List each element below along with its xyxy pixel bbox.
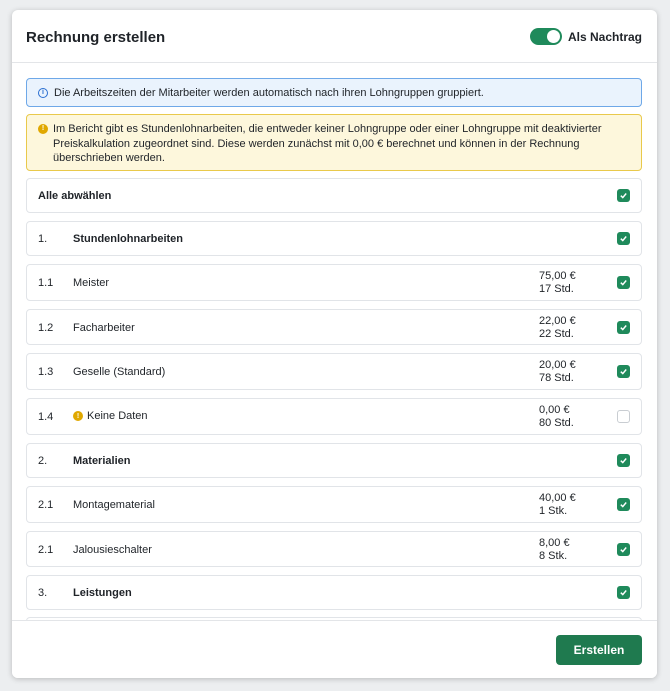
- row-label: Montagematerial: [73, 499, 155, 511]
- row-number: 1.1: [38, 277, 54, 289]
- row-label: Jalousieschalter: [73, 544, 152, 556]
- row-label: Stundenlohnarbeiten: [73, 233, 183, 245]
- select-all-row[interactable]: [26, 178, 642, 213]
- warning-icon: !: [73, 411, 83, 421]
- row-checkbox[interactable]: [617, 454, 630, 467]
- row-checkbox[interactable]: [617, 276, 630, 289]
- section-row[interactable]: [26, 221, 642, 256]
- row-label: Geselle (Standard): [73, 366, 166, 378]
- info-banner: [26, 78, 642, 107]
- row-checkbox[interactable]: [617, 365, 630, 378]
- row-label: Keine Daten: [87, 410, 148, 422]
- row-label: Meister: [73, 277, 110, 289]
- nachtrag-toggle-group[interactable]: [530, 28, 642, 45]
- row-checkbox[interactable]: [617, 232, 630, 245]
- info-text: Die Arbeitszeiten der Mitarbeiter werden automatisch nach ihren Lohngruppen gruppiert.: [54, 86, 484, 99]
- row-price: 20,00 €: [539, 359, 576, 371]
- item-row[interactable]: [26, 309, 642, 345]
- item-row[interactable]: [26, 531, 642, 567]
- warning-text: Im Bericht gibt es Stundenlohnarbeiten, die entweder keiner Lohngruppe oder einer Lohngruppe mit deaktivierter Preiskalkulation zugeordnet sind. Diese werden zunächst mit 0,00 € berechnet und können in der Rechnung überschrieben werden.: [53, 123, 602, 164]
- row-label: Materialien: [73, 455, 131, 467]
- warning-banner: [26, 114, 642, 171]
- item-row[interactable]: [26, 264, 642, 301]
- dialog-footer: [12, 620, 657, 678]
- row-checkbox[interactable]: [617, 498, 630, 511]
- row-price: 8,00 €: [539, 537, 570, 549]
- item-row[interactable]: [26, 353, 642, 390]
- row-label: Leistungen: [73, 587, 132, 599]
- row-amount: [539, 359, 576, 385]
- section-row[interactable]: [26, 575, 642, 610]
- row-price: 22,00 €: [539, 315, 576, 327]
- row-price: 75,00 €: [539, 270, 576, 282]
- row-label-group: [73, 410, 148, 422]
- row-quantity: 78 Std.: [539, 372, 574, 384]
- row-amount: [539, 315, 576, 341]
- row-number: 1.3: [38, 366, 54, 378]
- row-amount: [539, 270, 576, 296]
- nachtrag-toggle[interactable]: [530, 28, 562, 45]
- invoice-dialog: [12, 10, 657, 678]
- row-number: 1.4: [38, 411, 54, 423]
- select-all-label: Alle abwählen: [38, 190, 112, 202]
- dialog-title: Rechnung erstellen: [26, 29, 166, 46]
- row-number: 3.: [38, 587, 48, 599]
- row-price: 40,00 €: [539, 492, 576, 504]
- row-quantity: 1 Stk.: [539, 505, 568, 517]
- row-checkbox[interactable]: [617, 410, 630, 423]
- row-number: 2.: [38, 455, 48, 467]
- section-row[interactable]: [26, 443, 642, 478]
- row-quantity: 17 Std.: [539, 283, 574, 295]
- row-amount: [539, 537, 570, 563]
- row-price: 0,00 €: [539, 404, 570, 416]
- row-number: 1.2: [38, 322, 54, 334]
- select-all-checkbox[interactable]: [617, 189, 630, 202]
- info-icon: i: [38, 88, 48, 98]
- row-checkbox[interactable]: [617, 586, 630, 599]
- warning-icon: !: [38, 124, 48, 134]
- nachtrag-toggle-label[interactable]: Als Nachtrag: [567, 29, 642, 44]
- row-checkbox[interactable]: [617, 321, 630, 334]
- row-amount: [539, 492, 576, 518]
- toggle-knob: [547, 30, 560, 43]
- row-number: 2.1: [38, 499, 54, 511]
- row-quantity: 8 Stk.: [539, 550, 568, 562]
- item-row[interactable]: [26, 486, 642, 523]
- row-number: 1.: [38, 233, 48, 245]
- row-amount: [539, 404, 574, 430]
- row-quantity: 80 Std.: [539, 417, 574, 429]
- dialog-header: [12, 10, 657, 63]
- row-number: 2.1: [38, 544, 54, 556]
- row-checkbox[interactable]: [617, 543, 630, 556]
- row-quantity: 22 Std.: [539, 328, 574, 340]
- create-button[interactable]: Erstellen: [556, 635, 642, 665]
- item-row[interactable]: [26, 398, 642, 435]
- row-label: Facharbeiter: [73, 322, 135, 334]
- dialog-content: [12, 64, 657, 620]
